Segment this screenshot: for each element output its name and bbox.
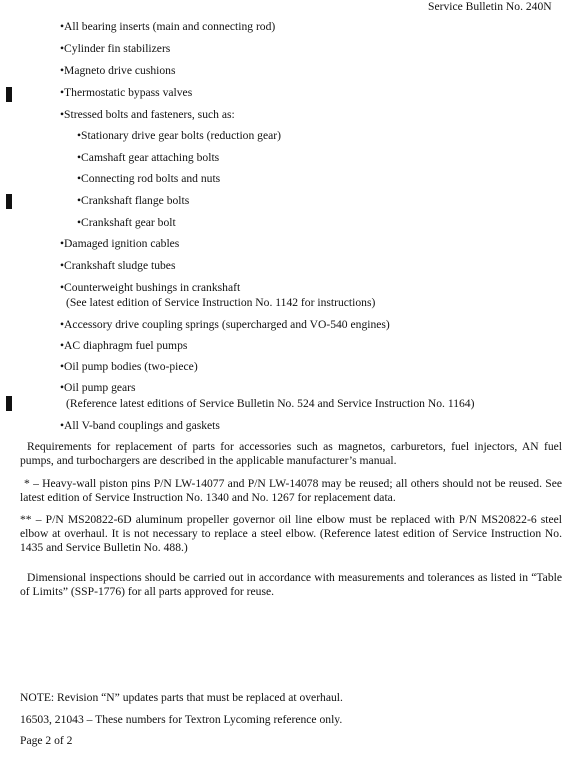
revision-note: NOTE: Revision “N” updates parts that must be replaced at overhaul. <box>20 691 343 704</box>
list-item: •Oil pump bodies (two-piece) <box>60 360 198 373</box>
list-item: •Magneto drive cushions <box>60 64 176 77</box>
list-item: •Thermostatic bypass valves <box>60 86 193 99</box>
requirements-paragraph: Requirements for replacement of parts for accessories such as magnetos, carburetors, fuel injectors, AN fuel pumps, and turbochargers are described in the applicable manufacturer’s manual. <box>20 440 562 467</box>
sub-list-item: •Crankshaft flange bolts <box>77 194 190 207</box>
sub-list-item: •Crankshaft gear bolt <box>77 216 176 229</box>
revision-change-bar <box>6 194 12 209</box>
bulletin-header: Service Bulletin No. 240N <box>428 0 552 13</box>
revision-change-bar <box>6 396 12 411</box>
list-item: •Oil pump gears <box>60 381 136 394</box>
sub-list-item: •Connecting rod bolts and nuts <box>77 172 221 185</box>
list-item: •All bearing inserts (main and connecting rod) <box>60 20 276 33</box>
list-item: •Damaged ignition cables <box>60 237 180 250</box>
list-item: •Counterweight bushings in crankshaft <box>60 281 241 294</box>
footnote-single-asterisk: * – Heavy-wall piston pins P/N LW-14077 and P/N LW-14078 may be reused; all others should not be reused. See latest edition of Service Instruction No. 1340 and No. 1267 for replacement data. <box>20 477 562 504</box>
reference-numbers: 16503, 21043 – These numbers for Textron Lycoming reference only. <box>20 713 343 726</box>
list-item: •Cylinder fin stabilizers <box>60 42 171 55</box>
page-number: Page 2 of 2 <box>20 734 73 747</box>
sub-list-item: •Camshaft gear attaching bolts <box>77 151 220 164</box>
revision-change-bar <box>6 87 12 102</box>
list-item-note: (See latest edition of Service Instruction No. 1142 for instructions) <box>66 296 376 309</box>
list-item: •All V-band couplings and gaskets <box>60 419 220 432</box>
list-item-note: (Reference latest editions of Service Bulletin No. 524 and Service Instruction No. 1164) <box>66 397 475 410</box>
dimensional-paragraph: Dimensional inspections should be carried out in accordance with measurements and tolerances as listed in “Table of Limits” (SSP-1776) for all parts approved for reuse. <box>20 571 562 598</box>
list-item: •Accessory drive coupling springs (supercharged and VO-540 engines) <box>60 318 390 331</box>
list-item: •Stressed bolts and fasteners, such as: <box>60 108 235 121</box>
sub-list-item: •Stationary drive gear bolts (reduction gear) <box>77 129 281 142</box>
list-item: •AC diaphragm fuel pumps <box>60 339 188 352</box>
footnote-double-asterisk: ** – P/N MS20822-6D aluminum propeller governor oil line elbow must be replaced with P/N MS20822-6 steel elbow at overhaul. It is not necessary to replace a steel elbow. (Reference latest edition of Service Instruction No. 1435 and Service Bulletin No. 488.) <box>20 513 562 554</box>
list-item: •Crankshaft sludge tubes <box>60 259 176 272</box>
